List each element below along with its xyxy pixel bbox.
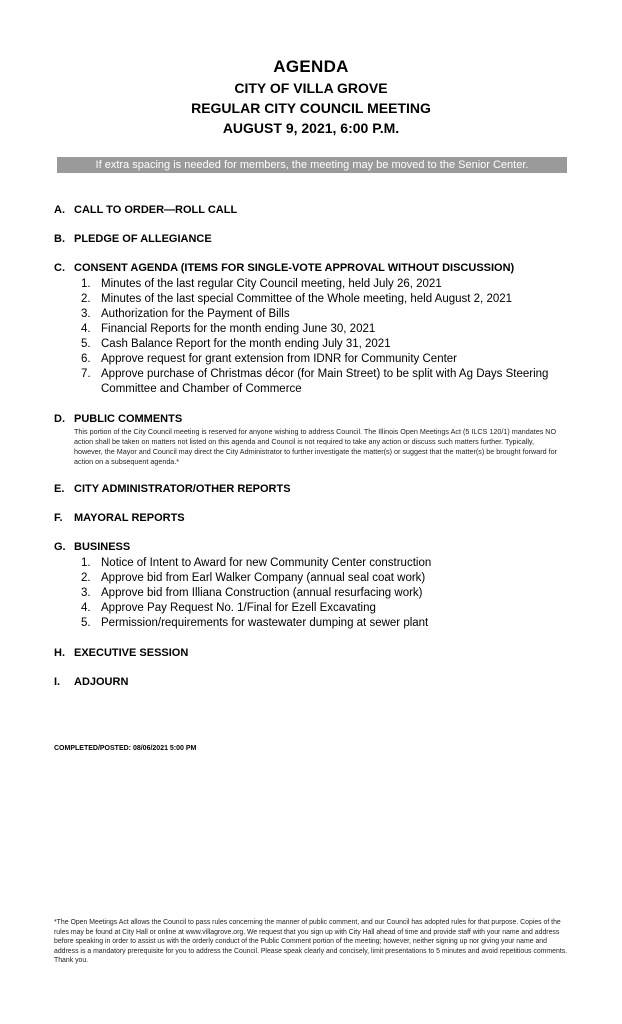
- section-public-comments: [54, 412, 574, 467]
- section-letter: A.: [54, 204, 65, 216]
- meeting-date: AUGUST 9, 2021, 6:00 P.M.: [222, 120, 400, 136]
- section-heading: EXECUTIVE SESSION: [74, 647, 189, 659]
- list-item: 6. Approve request for grant extension from IDNR for Community Center: [81, 353, 458, 365]
- list-item: 2. Approve bid from Earl Walker Company (annual seal coat work): [81, 572, 426, 584]
- notice-banner: If extra spacing is needed for members, the meeting may be moved to the Senior Center.: [57, 157, 567, 173]
- list-item: 5. Permission/requirements for wastewater dumping at sewer plant: [81, 617, 429, 629]
- section-pledge: [54, 232, 574, 246]
- section-letter: C.: [54, 262, 65, 274]
- agenda-header: [0, 56, 622, 138]
- list-item: 1. Minutes of the last regular City Council meeting, held July 26, 2021: [81, 278, 442, 290]
- section-mayoral-reports: [54, 511, 574, 525]
- section-letter: I.: [54, 676, 61, 688]
- list-item: 7. Approve purchase of Christmas décor (for Main Street) to be split with Ag Days Steering Committee and Chamber of Commerce: [81, 368, 549, 395]
- section-heading: MAYORAL REPORTS: [74, 512, 185, 524]
- section-letter: H.: [54, 647, 65, 659]
- page-title: AGENDA: [273, 57, 349, 76]
- city-name: CITY OF VILLA GROVE: [234, 80, 388, 96]
- section-letter: E.: [54, 483, 65, 495]
- section-letter: D.: [54, 413, 65, 425]
- list-item: 5. Cash Balance Report for the month ending July 31, 2021: [81, 338, 391, 350]
- section-heading: BUSINESS: [74, 541, 131, 553]
- section-heading: PUBLIC COMMENTS: [74, 413, 183, 425]
- list-item: 4. Approve Pay Request No. 1/Final for Ezell Excavating: [81, 602, 376, 614]
- section-consent-agenda: [54, 261, 574, 397]
- completed-posted-stamp: COMPLETED/POSTED: 08/06/2021 5:00 PM: [54, 745, 197, 752]
- section-heading: ADJOURN: [74, 676, 129, 688]
- meeting-type: REGULAR CITY COUNCIL MEETING: [191, 100, 431, 116]
- section-heading: CONSENT AGENDA (ITEMS FOR SINGLE-VOTE APPROVAL WITHOUT DISCUSSION): [74, 262, 515, 274]
- agenda-body: [54, 203, 574, 704]
- section-heading: PLEDGE OF ALLEGIANCE: [74, 233, 212, 245]
- section-letter: G.: [54, 541, 66, 553]
- footnote: *The Open Meetings Act allows the Council to pass rules concerning the manner of public comment, and our Council has adopted rules for that purpose. Copies of the rules may be found at City Hall or online at www.villagrove.org. We request that you sign up with City Hall ahead of time and provide staff with your name and address before speaking in order to assist us with the orderly conduct of the Public Comment portion of the meeting; however, neither signing up nor giving your name and address is a mandatory prerequisite for you to address the Council. Please speak clearly and concisely, limit presentations to 5 minutes and avoid repetitious comments. Thank you.: [54, 919, 568, 965]
- section-executive-session: [54, 646, 574, 660]
- section-heading: CALL TO ORDER—ROLL CALL: [74, 204, 238, 216]
- section-letter: F.: [54, 512, 63, 524]
- list-item: 3. Authorization for the Payment of Bills: [81, 308, 290, 320]
- section-business: [54, 540, 574, 631]
- list-item: 3. Approve bid from Illiana Construction (annual resurfacing work): [81, 587, 423, 599]
- business-items-list: [54, 556, 574, 631]
- section-heading: CITY ADMINISTRATOR/OTHER REPORTS: [74, 483, 291, 495]
- section-administrator-reports: [54, 482, 574, 496]
- consent-items-list: [54, 277, 574, 397]
- section-adjourn: [54, 675, 574, 689]
- section-call-to-order: [54, 203, 574, 217]
- list-item: 2. Minutes of the last special Committee of the Whole meeting, held August 2, 2021: [81, 293, 513, 305]
- list-item: 4. Financial Reports for the month ending June 30, 2021: [81, 323, 376, 335]
- list-item: 1. Notice of Intent to Award for new Community Center construction: [81, 557, 432, 569]
- section-letter: B.: [54, 233, 65, 245]
- public-comments-description: This portion of the City Council meeting is reserved for anyone wishing to address Council. The Illinois Open Meetings Act (5 ILCS 120/1) mandates NO action shall be taken on matters not listed on this agenda and Council is not required to take any action or discuss such matters further. Typically, however, the Mayor and Council may direct the City Administrator to further investigate the matter(s) or suggest that the matter(s) be brought forward for action on a subsequent agenda.*: [74, 427, 557, 466]
